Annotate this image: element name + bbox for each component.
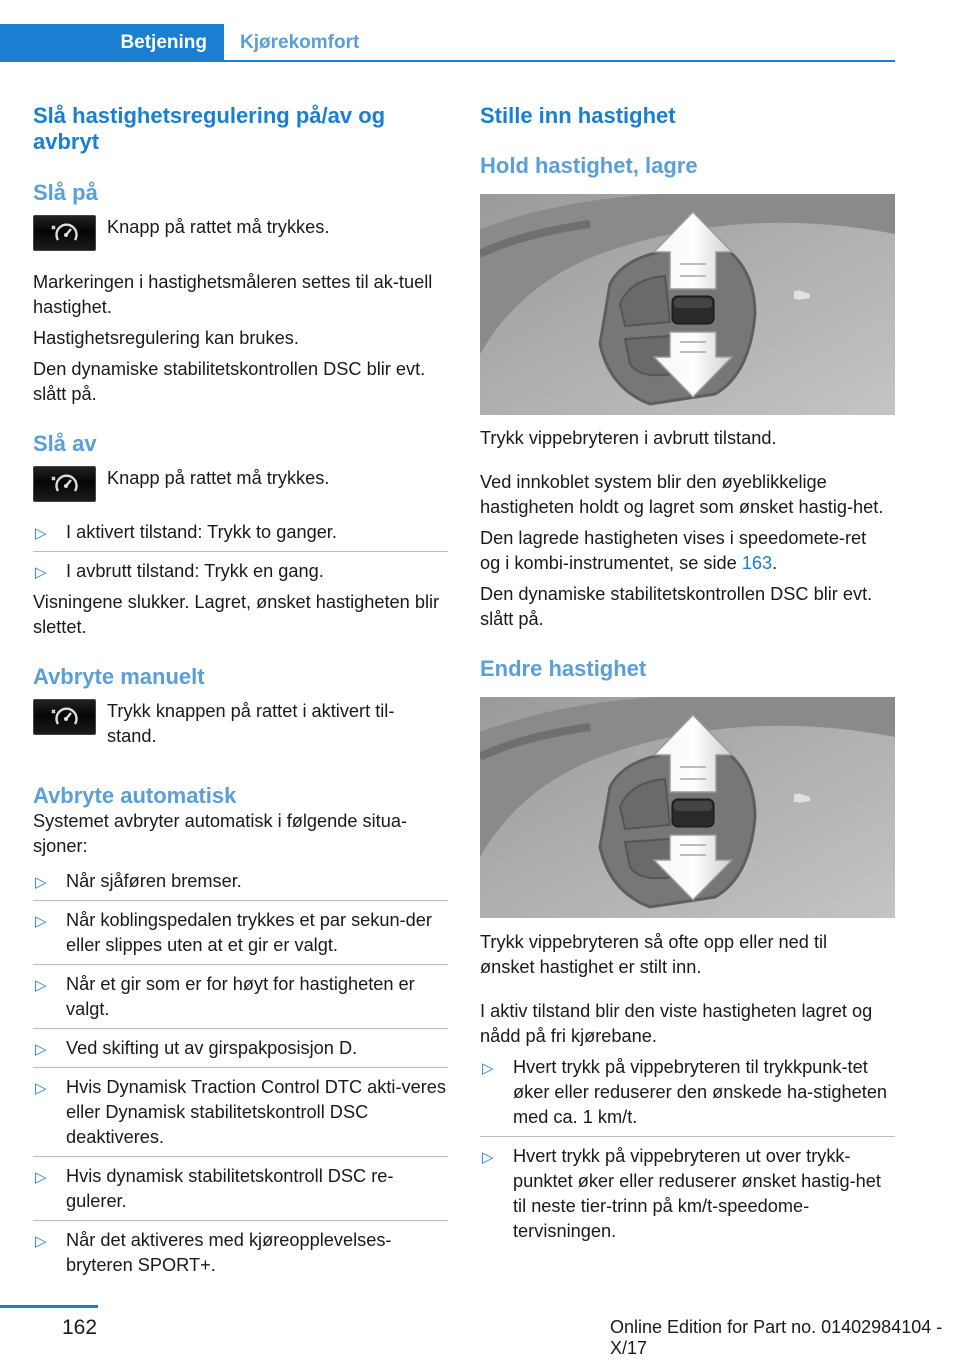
list-item [33,520,448,552]
list-change [480,1055,895,1250]
tab-kjorekomfort[interactable] [240,24,359,62]
subheading-off: Slå av [33,431,97,456]
tab-label: Betjening [120,32,207,53]
triangle-right-icon: ▷ [35,564,47,581]
list-item [33,1036,448,1068]
triangle-right-icon: ▷ [35,977,47,994]
list-item-text: Hvert trykk på vippebryteren til trykkpunk-tet øker eller reduserer den ønskede ha-stigheten med ca. 1 km/t. [513,1057,888,1127]
steering-wheel-rocker-photo [480,697,895,918]
paragraph: Visningene slukker. Lagret, ønsket hastigheten blir slettet. [33,592,440,637]
button-description: Knapp på rattet må trykkes. [107,468,330,488]
list-item-text: Hvis dynamisk stabilitetskontroll DSC re-gulerer. [66,1166,394,1211]
list-item-text: Når koblingspedalen trykkes et par sekun-der eller slippes uten at et gir er valgt. [66,910,432,955]
triangle-right-icon: ▷ [482,1149,494,1166]
list-item-text: Hvis Dynamisk Traction Control DTC akti-veres eller Dynamisk stabilitetskontroll DSC deaktiveres. [66,1077,447,1147]
image-caption: Trykk vippebryteren i avbrutt tilstand. [480,428,777,448]
cruise-control-button-icon [33,466,96,502]
button-row-manual [33,699,448,749]
paragraph: Ved innkoblet system blir den øyeblikkelige hastigheten holdt og lagret som ønsket hastig-het. [480,472,884,517]
left-column [33,100,448,1291]
paragraph: Hastighetsregulering kan brukes. [33,328,299,348]
cruise-control-button-icon [33,215,96,251]
paragraph: Den dynamiske stabilitetskontrollen DSC blir evt. slått på. [33,359,426,404]
list-item-text: Ved skifting ut av girspakposisjon D. [66,1038,358,1058]
edition-note: Online Edition for Part no. 01402984104 - X/17 [610,1317,943,1358]
subheading-hold: Hold hastighet, lagre [480,153,698,178]
paragraph: Markeringen i hastighetsmåleren settes til ak-tuell hastighet. [33,272,433,317]
paragraph: Systemet avbryter automatisk i følgende situa-sjoner: [33,811,408,856]
triangle-right-icon: ▷ [35,874,47,891]
paragraph-text: . [772,553,778,573]
paragraph [480,526,885,576]
list-item [33,1075,448,1157]
triangle-right-icon: ▷ [35,1169,47,1186]
paragraph: Den dynamiske stabilitetskontrollen DSC blir evt. slått på. [480,584,873,629]
list-item [33,1228,448,1284]
page-reference-link[interactable]: 163 [741,553,773,573]
list-item-text: Hvert trykk på vippebryteren ut over trykk-punktet øker eller reduserer ønsket hastig-het til neste tier-trinn på km/t-speedome-tervisningen. [513,1146,881,1241]
triangle-right-icon: ▷ [35,1080,47,1097]
subheading-change: Endre hastighet [480,656,647,681]
triangle-right-icon: ▷ [35,1041,47,1058]
list-item-text: Når sjåføren bremser. [66,871,242,891]
triangle-right-icon: ▷ [35,913,47,930]
subheading-on: Slå på [33,180,98,205]
list-item [33,972,448,1029]
list-item [33,908,448,965]
list-item [33,869,448,901]
list-off [33,520,448,584]
button-description: Trykk knappen på rattet i aktivert til-stand. [107,701,395,746]
list-item-text: I aktivert tilstand: Trykk to ganger. [66,522,337,542]
header-tabs [0,24,895,62]
triangle-right-icon: ▷ [35,1233,47,1250]
tab-betjening[interactable] [0,24,224,62]
subheading-manual: Avbryte manuelt [33,664,205,689]
paragraph-text: Den lagrede hastigheten vises i speedomete-ret og i kombi-instrumentet, se side [480,528,867,573]
button-description: Knapp på rattet må trykkes. [107,217,330,237]
list-item-text: Når det aktiveres med kjøreopplevelses-bryteren SPORT+. [66,1230,392,1275]
section-title: Slå hastighetsregulering på/av og avbryt [33,103,386,154]
cruise-control-button-icon [33,699,96,735]
subheading-auto: Avbryte automatisk [33,783,237,808]
right-column [480,100,895,1257]
steering-wheel-rocker-photo [480,194,895,415]
list-item [480,1144,895,1250]
tab-label: Kjørekomfort [240,32,360,53]
list-auto [33,869,448,1284]
list-item [33,559,448,584]
header-rule [0,60,895,62]
paragraph: I aktiv tilstand blir den viste hastigheten lagret og nådd på fri kjørebane. [480,1001,873,1046]
button-row-on [33,215,448,251]
triangle-right-icon: ▷ [482,1060,494,1077]
list-item [33,1164,448,1221]
list-item [480,1055,895,1137]
section-title: Stille inn hastighet [480,103,676,128]
footer-rule [0,1305,98,1308]
button-row-off [33,466,448,502]
triangle-right-icon: ▷ [35,525,47,542]
list-item-text: Når et gir som er for høyt for hastigheten er valgt. [66,974,415,1019]
page-number: 162 [62,1316,98,1339]
image-caption: Trykk vippebryteren så ofte opp eller ned til ønsket hastighet er stilt inn. [480,932,828,977]
list-item-text: I avbrutt tilstand: Trykk en gang. [66,561,324,581]
